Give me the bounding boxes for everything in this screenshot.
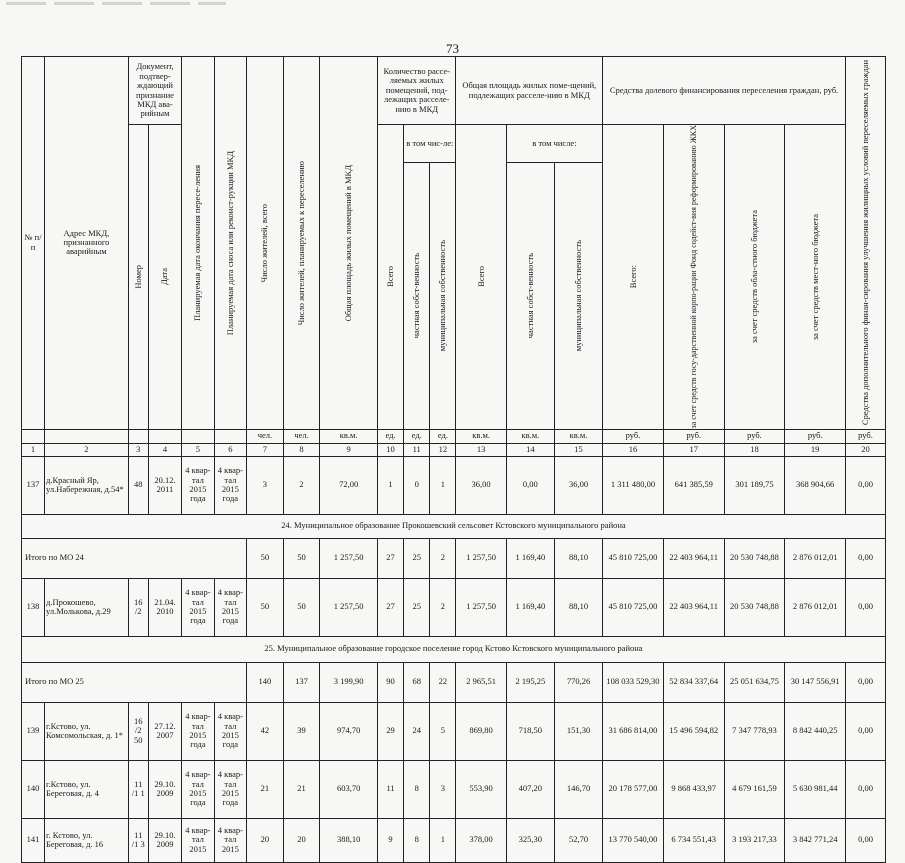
header-doc-group: Документ, подтвер-ждающий признание МКД ава-рийным bbox=[128, 57, 181, 125]
resettlement-table bbox=[21, 56, 886, 863]
column-number-row: 1 2 3 4 5 6 7 8 9 10 11 12 13 14 15 16 17 18 19 20 bbox=[22, 443, 886, 456]
header-fund-region: за счет средств обла-стного бюджета bbox=[748, 210, 759, 344]
header-residents-plan: Число жителей, планируемых к переселению bbox=[296, 160, 307, 325]
page-number: 73 bbox=[446, 41, 459, 56]
header-fund-local: за счет средств мест-ного бюджета bbox=[809, 213, 820, 340]
total-row: Итого по МО 24 50 50 1 257,50 27 25 2 1 257,50 1 169,40 88,10 45 810 725,00 22 403 964,11 20 530 748,88 2 876 012,01 0,00 bbox=[22, 538, 886, 578]
header-fund-total: Всего: bbox=[627, 265, 638, 289]
header-address: Адрес МКД, признанного аварийным bbox=[45, 57, 129, 430]
header-area-total: Общая площадь жилых помещений в МКД bbox=[343, 164, 354, 321]
units-row: чел. чел. кв.м. ед. ед. ед. кв.м. кв.м. кв.м. руб. руб. руб. руб. руб. bbox=[22, 429, 886, 443]
header-count-group: Количество рассе-ляемых жилых помещений, под-лежащих расселе-нию в МКД bbox=[377, 57, 456, 125]
header-count-total: Всего bbox=[385, 266, 396, 288]
table-row: 137 д.Красный Яр, ул.Набережная, д.54* 48 20.12. 2011 4 квар-тал 2015 года 4 квар-тал 2015 года 3 2 72,00 1 0 1 36,00 0,00 36,00 1 311 480,00 641 385,59 301 189,75 368 904,66 0,00 bbox=[22, 456, 886, 514]
table-row: 140 г.Кстово, ул. Береговая, д. 4 11 /1 1 29.10. 2009 4 квар-тал 2015 года 4 квар-тал 2015 года 21 21 603,70 11 8 3 553,90 407,20 146,70 20 178 577,00 9 868 433,97 4 679 161,59 5 630 981,44 0,00 bbox=[22, 760, 886, 818]
header-area-muni: муниципальная собственность bbox=[573, 240, 584, 352]
header-residents: Число жителей, всего bbox=[259, 203, 270, 282]
header-area-private: частная собст-венность bbox=[524, 253, 535, 339]
header-doc-number: Номер bbox=[132, 264, 143, 289]
header-fund-group: Средства долевого финансирования переселения граждан, руб. bbox=[603, 57, 846, 125]
header-area-incl: в том числе: bbox=[506, 125, 602, 163]
section-row: 25. Муниципальное образование городское поселение город Кстово Кстовского муниципального района bbox=[22, 636, 886, 662]
header-extra: Средства дополнительного финан-сирования улучшения жилищных условий переселяемых граждан bbox=[860, 60, 871, 426]
table-row: 138 д.Прокошево, ул.Молькова, д.29 16 /2 21.04. 2010 4 квар-тал 2015 года 4 квар-тал 2015 года 50 50 1 257,50 27 25 2 1 257,50 1 169,40 88,10 45 810 725,00 22 403 964,11 20 530 748,88 2 876 012,01 0,00 bbox=[22, 578, 886, 636]
header-plan-end: Планируемая дата окончания пересе-ления bbox=[192, 164, 203, 321]
header-count-incl: в том чис-ле: bbox=[404, 125, 456, 163]
header-area-sum: Всего bbox=[475, 266, 486, 288]
table-row: 139 г.Кстово, ул. Комсомольская, д. 1* 16 /2 50 27.12. 2007 4 квар-тал 2015 года 4 квар-тал 2015 года 42 39 974,70 29 24 5 869,80 718,50 151,30 31 686 814,00 15 496 594,82 7 347 778,93 8 842 440,25 0,00 bbox=[22, 702, 886, 760]
total-row: Итого по МО 25 140 137 3 199,90 90 68 22 2 965,51 2 195,25 770,26 108 033 529,30 52 834 337,64 25 051 634,75 30 147 556,91 0,00 bbox=[22, 662, 886, 702]
table-row: 141 г. Кстово, ул. Береговая, д. 16 11 /1 3 29.10. 2009 4 квар-тал 2015 4 квар-тал 2015 20 20 388,10 9 8 1 378,00 325,30 52,70 13 770 540,00 6 734 551,43 3 193 217,33 3 842 771,24 0,00 bbox=[22, 818, 886, 862]
header-fund-corp: за счет средств госу-дарственной корпо-рации Фонд содейст-вия реформированию ЖКХ bbox=[688, 125, 698, 429]
header-plan-demolish: Планируемая дата сноса или реконст-рукции МКД bbox=[224, 150, 235, 335]
header-count-muni: муниципальная собственность bbox=[437, 240, 448, 352]
header-count-private: частная собст-венность bbox=[411, 253, 422, 339]
header-doc-date: Дата bbox=[159, 268, 170, 286]
section-row: 24. Муниципальное образование Прокошевский сельсовет Кстовского муниципального района bbox=[22, 514, 886, 538]
header-num: № п/п bbox=[22, 57, 45, 430]
scan-artifact-line bbox=[6, 2, 226, 5]
header-area-group: Общая площадь жилых поме-щений, подлежащих расселе-нию в МКД bbox=[456, 57, 603, 125]
